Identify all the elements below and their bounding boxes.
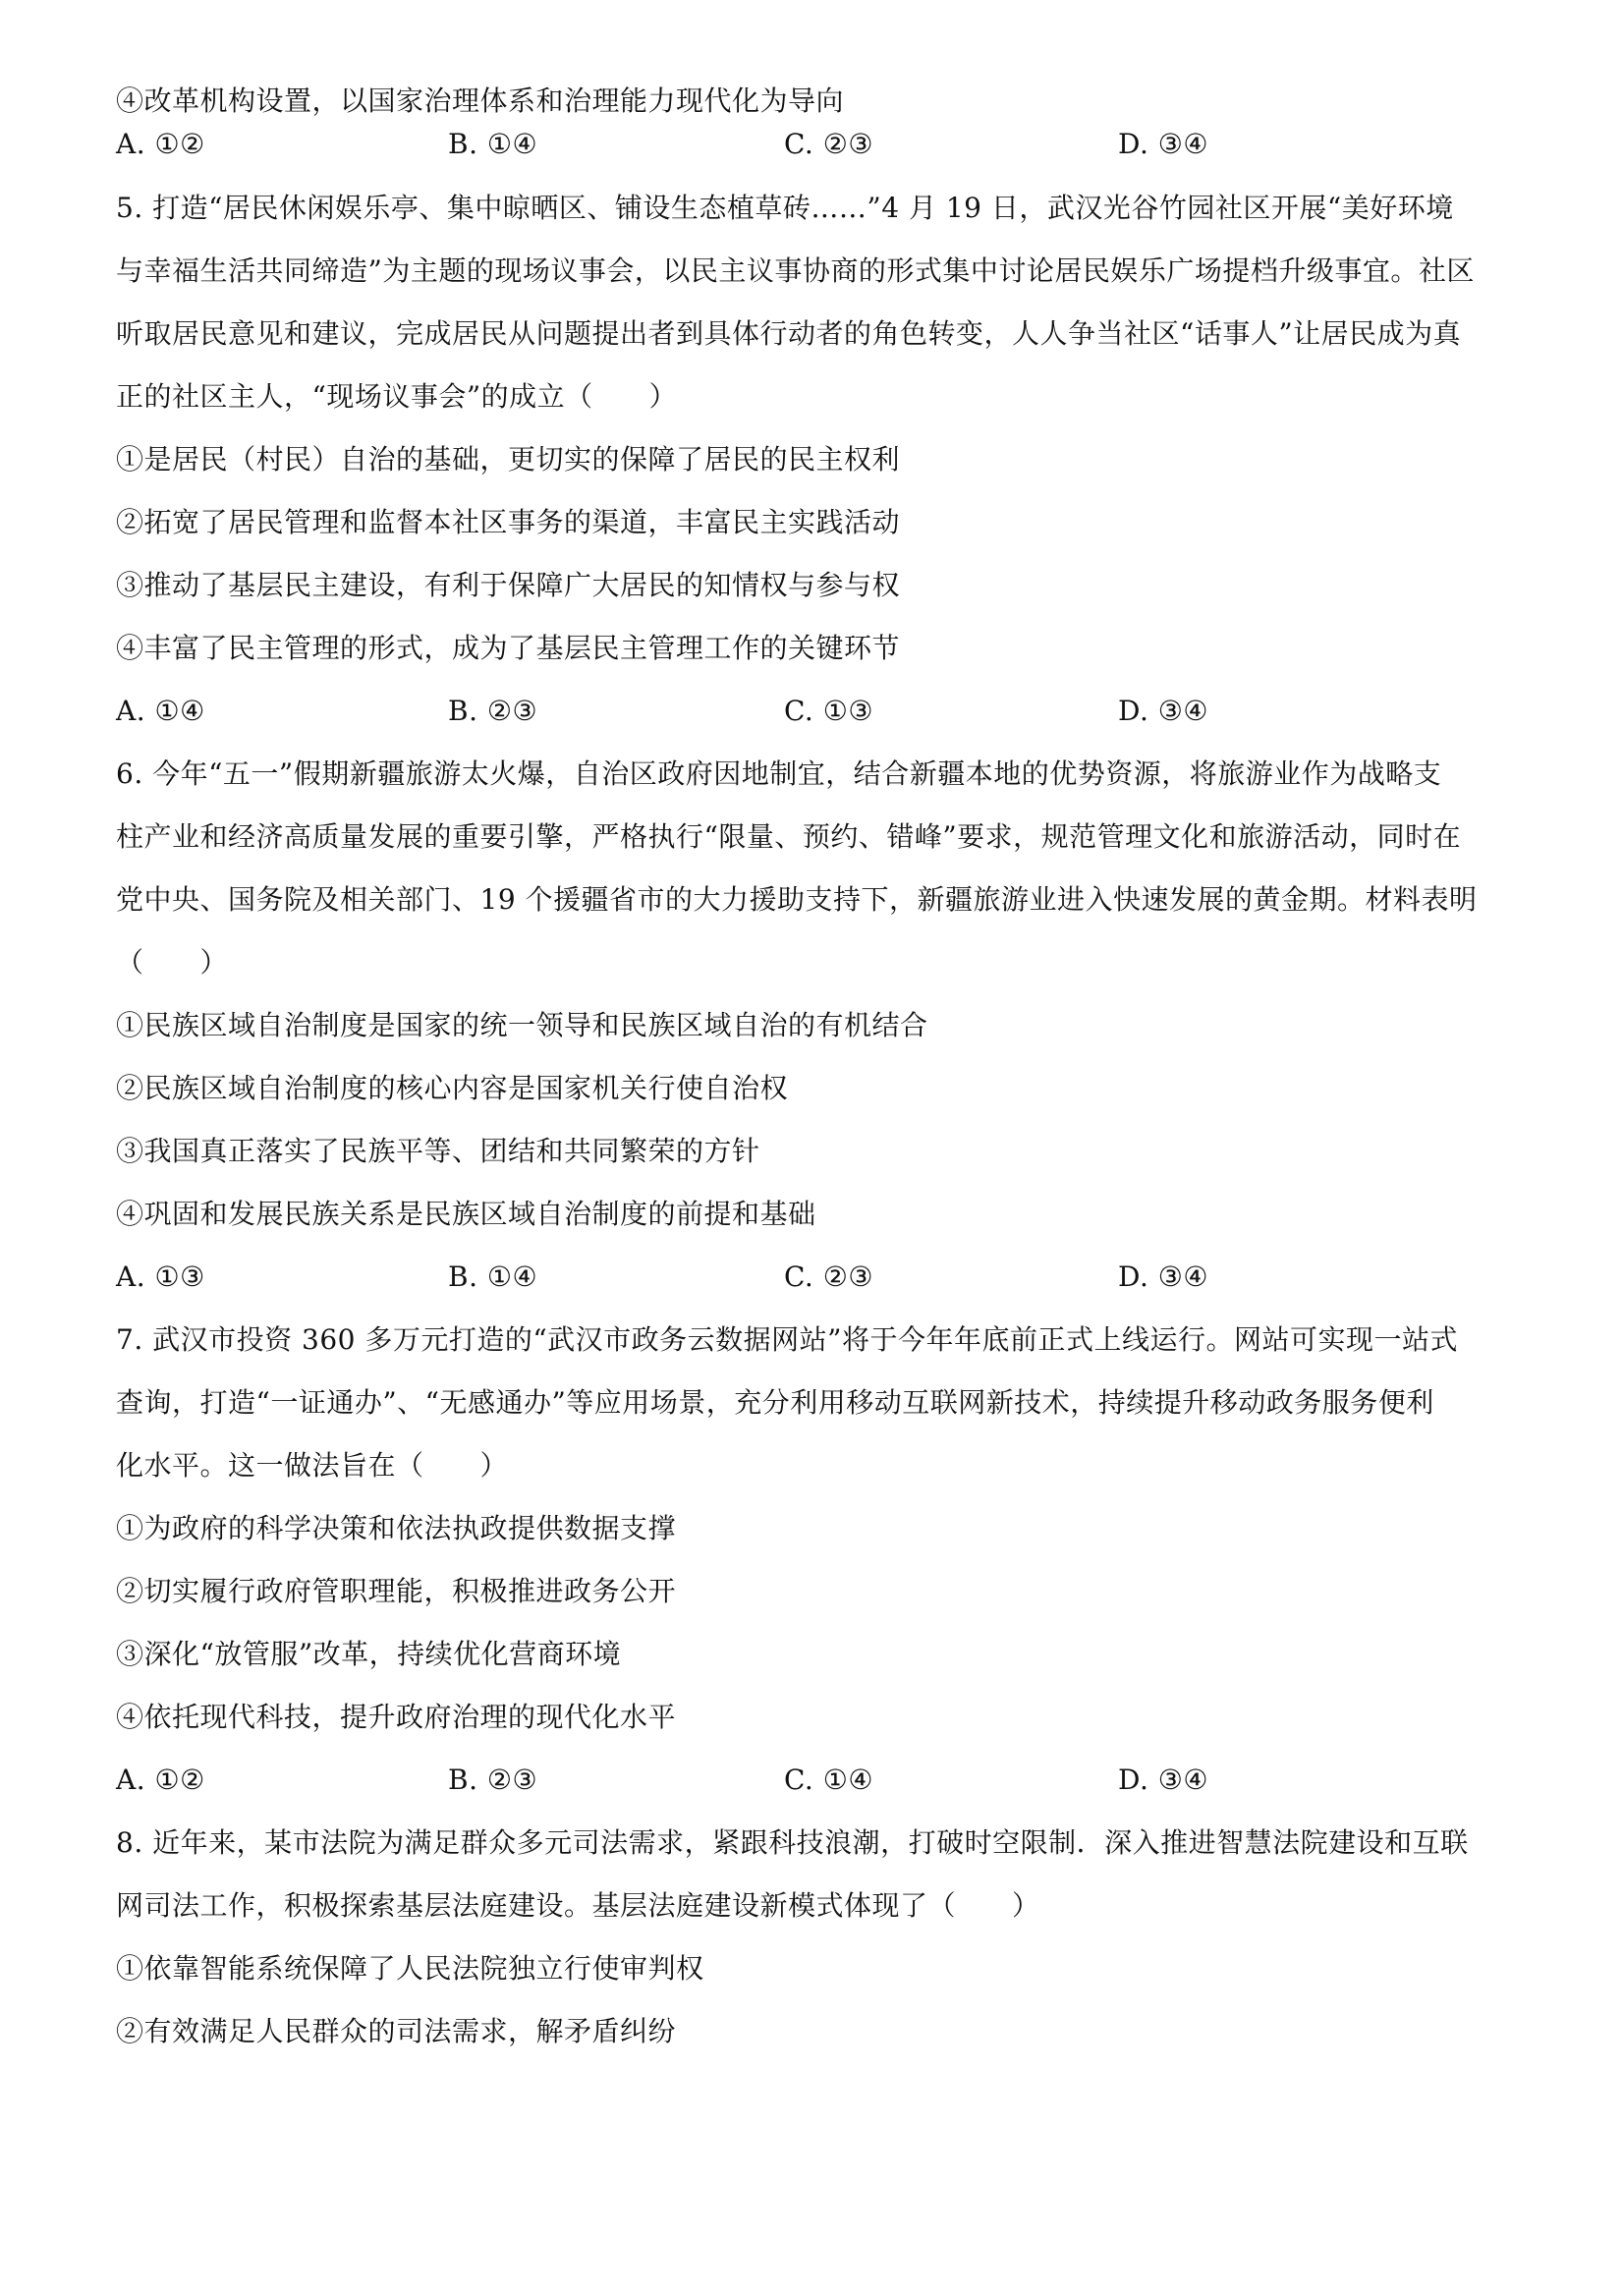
q7-stem-line-2: 查询，打造“一证通办”、“无感通办”等应用场景，充分利用移动互联网新技术，持续提升移动政务服务便利 [116, 1386, 1434, 1419]
q5-stem-line-2: 与幸福生活共同缔造”为主题的现场议事会，以民主议事协商的形式集中讨论居民娱乐广场提档升级事宜。社区 [116, 254, 1475, 287]
q7-option-d: D. ③④ [1118, 1764, 1208, 1796]
q8-item-2: ②有效满足人民群众的司法需求，解矛盾纠纷 [116, 2015, 677, 2047]
q7-option-a: A. ①② [116, 1764, 205, 1796]
q5-stem-line-1: 5. 打造“居民休闲娱乐亭、集中晾晒区、铺设生态植草砖……”4 月 19 日，武汉光谷竹园社区开展“美好环境 [116, 192, 1454, 224]
q6-option-d: D. ③④ [1118, 1260, 1208, 1293]
q7-item-2: ②切实履行政府管职理能，积极推进政务公开 [116, 1575, 677, 1607]
q5-option-a: A. ①④ [116, 695, 205, 727]
q5-item-4: ④丰富了民主管理的形式，成为了基层民主管理工作的关键环节 [116, 632, 901, 664]
q6-stem-line-1: 6. 今年“五一”假期新疆旅游太火爆，自治区政府因地制宜，结合新疆本地的优势资源，将旅游业作为战略支 [116, 757, 1442, 790]
q7-stem-line-1: 7. 武汉市投资 360 多万元打造的“武汉市政务云数据网站”将于今年年底前正式上线运行。网站可实现一站式 [116, 1323, 1458, 1356]
q8-item-1: ①依靠智能系统保障了人民法院独立行使审判权 [116, 1952, 704, 1985]
q5-option-c: C. ①③ [784, 695, 873, 727]
q5-option-d: D. ③④ [1118, 695, 1208, 727]
q5-stem-line-3: 听取居民意见和建议，完成居民从问题提出者到具体行动者的角色转变，人人争当社区“话事人”让居民成为真 [116, 317, 1462, 350]
q6-stem-line-3: 党中央、国务院及相关部门、19 个援疆省市的大力援助支持下，新疆旅游业进入快速发展的黄金期。材料表明 [116, 883, 1478, 916]
q5-item-2: ②拓宽了居民管理和监督本社区事务的渠道，丰富民主实践活动 [116, 506, 901, 538]
q7-item-4: ④依托现代科技，提升政府治理的现代化水平 [116, 1701, 677, 1733]
q8-stem-line-2: 网司法工作，积极探索基层法庭建设。基层法庭建设新模式体现了（ ） [116, 1889, 1040, 1922]
q6-option-b: B. ①④ [448, 1260, 538, 1293]
q6-item-2: ②民族区域自治制度的核心内容是国家机关行使自治权 [116, 1072, 789, 1104]
q7-item-1: ①为政府的科学决策和依法执政提供数据支撑 [116, 1512, 677, 1544]
q6-stem-line-4: （ ） [116, 946, 229, 979]
q6-stem-line-2: 柱产业和经济高质量发展的重要引擎，严格执行“限量、预约、错峰”要求，规范管理文化和旅游活动，同时在 [116, 820, 1462, 853]
q7-item-3: ③深化“放管服”改革，持续优化营商环境 [116, 1638, 622, 1670]
q7-option-c: C. ①④ [784, 1764, 873, 1796]
q8-stem-line-1: 8. 近年来，某市法院为满足群众多元司法需求，紧跟科技浪潮，打破时空限制．深入推进智慧法院建设和互联 [116, 1826, 1469, 1859]
q7-stem-line-3: 化水平。这一做法旨在（ ） [116, 1449, 509, 1482]
q4-item-4: ④改革机构设置，以国家治理体系和治理能力现代化为导向 [116, 84, 845, 117]
q6-option-c: C. ②③ [784, 1260, 873, 1293]
q4-option-c: C. ②③ [784, 128, 873, 160]
q4-option-a: A. ①② [116, 128, 205, 160]
q6-item-4: ④巩固和发展民族关系是民族区域自治制度的前提和基础 [116, 1198, 816, 1230]
q4-option-d: D. ③④ [1118, 128, 1208, 160]
q7-option-b: B. ②③ [448, 1764, 538, 1796]
q6-option-a: A. ①③ [116, 1260, 205, 1293]
q5-option-b: B. ②③ [448, 695, 538, 727]
q5-item-1: ①是居民（村民）自治的基础，更切实的保障了居民的民主权利 [116, 443, 901, 476]
q6-item-3: ③我国真正落实了民族平等、团结和共同繁荣的方针 [116, 1135, 760, 1167]
q6-item-1: ①民族区域自治制度是国家的统一领导和民族区域自治的有机结合 [116, 1009, 928, 1041]
q4-option-b: B. ①④ [448, 128, 538, 160]
q5-item-3: ③推动了基层民主建设，有利于保障广大居民的知情权与参与权 [116, 569, 901, 601]
q5-stem-line-4: 正的社区主人，“现场议事会”的成立（ ） [116, 380, 678, 413]
